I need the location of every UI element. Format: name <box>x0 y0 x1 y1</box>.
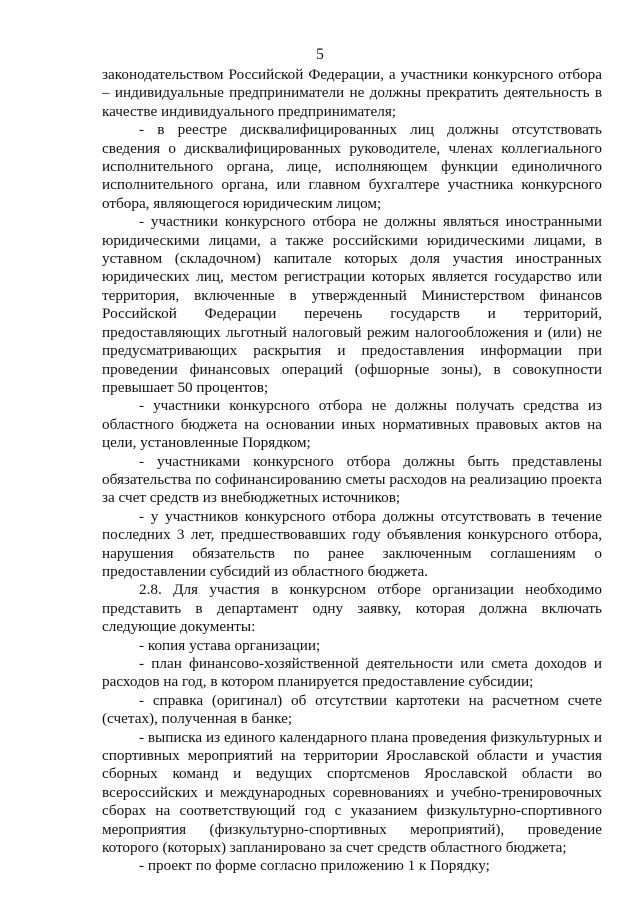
list-item-cofinancing-obligations: - участниками конкурсного отбора должны быть представлены обязательства по софинансированию сметы расходов на реализацию проекта за счет средств из внебюджетных источников; <box>102 452 602 507</box>
list-item-financial-plan: - план финансово-хозяйственной деятельности или смета доходов и расходов на год, в котором планируется предоставление субсидии; <box>102 655 602 691</box>
document-body <box>102 66 602 876</box>
list-item-charter-copy: - копия устава организации; <box>139 636 321 654</box>
list-item-foreign-entities: - участники конкурсного отбора не должны являться иностранными юридическими лицами, а также российскими юридическими лицами, в уставном (складочном) капитале которых доля участия иностранных юридических лиц, местом регистрации которых является государство или территория, включенные в утвержденный Министерством финансов Российской Федерации перечень государств и территорий, предоставляющих льготный налоговый режим налогообложения и (или) не предусматривающих раскрытия и предоставления информации при проведении финансовых операций (офшорные зоны), в совокупности превышает 50 процентов; <box>102 213 602 396</box>
list-item-project-form: - проект по форме согласно приложению 1 к Порядку; <box>139 857 490 875</box>
page-number: 5 <box>316 46 324 63</box>
list-item-disqualified-registry: - в реестре дисквалифицированных лиц должны отсутствовать сведения о дисквалифицированных руководителе, членах коллегиального исполнительного органа, лице, исполняющем функции единоличного исполнительного органа, или главном бухгалтере участника конкурсного отбора, являющегося юридическим лицом; <box>102 121 602 212</box>
list-item-no-other-budget-funds: - участники конкурсного отбора не должны получать средства из областного бюджета на основании иных нормативных правовых актов на цели, установленные Порядком; <box>102 397 602 452</box>
section-2-8-paragraph: 2.8. Для участия в конкурсном отборе организации необходимо представить в департамент одну заявку, которая должна включать следующие документы: <box>102 581 602 636</box>
list-item-no-violations: - у участников конкурсного отбора должны отсутствовать в течение последних 3 лет, предшествовавших году объявления конкурсного отбора, нарушения обязательств по ранее заключенным соглашениям о предоставлении субсидий из областного бюджета. <box>102 507 602 580</box>
list-item-calendar-plan-extract: - выписка из единого календарного плана проведения физкультурных и спортивных мероприятий на территории Ярославской области и участия сборных команд и ведущих спортсменов Ярославской области во всероссийских и международных соревнованиях и учебно-тренировочных сборах на соответствующий год с указанием физкультурно-спортивного мероприятия (физкультурно-спортивных мероприятий), проведение которого (которых) запланировано за счет средств областного бюджета; <box>102 728 602 857</box>
paragraph-continuation: законодательством Российской Федерации, а участники конкурсного отбора – индивидуальные предприниматели не должны прекратить деятельность в качестве индивидуального предпринимателя; <box>102 66 602 120</box>
list-item-bank-certificate: - справка (оригинал) об отсутствии картотеки на расчетном счете (счетах), полученная в банке; <box>102 691 602 728</box>
